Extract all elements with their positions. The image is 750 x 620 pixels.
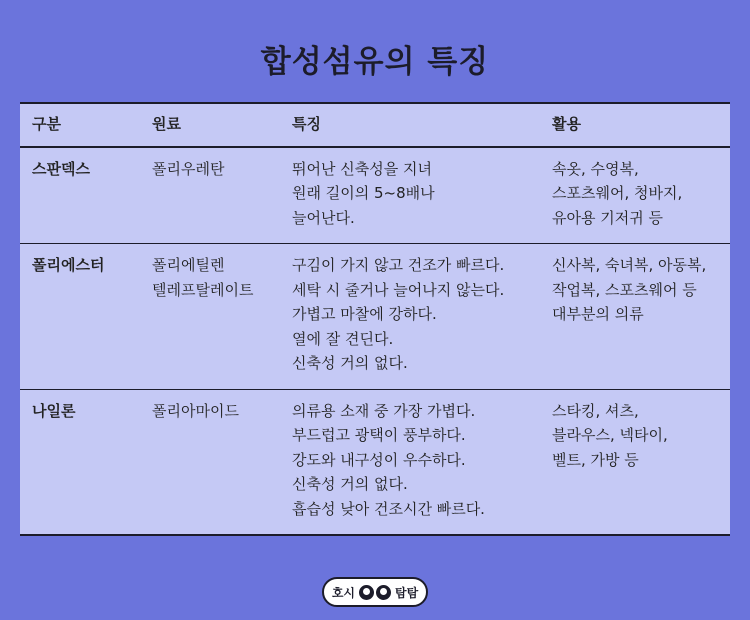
material-line: 폴리우레탄 (152, 159, 225, 178)
fiber-features (292, 147, 552, 244)
use-line: 벨트, 가방 등 (552, 450, 639, 469)
table-row (20, 389, 730, 535)
feature-line: 가볍고 마찰에 강하다. (292, 305, 437, 323)
brand-logo (322, 577, 428, 607)
eye-icon (359, 585, 374, 600)
feature-line: 강도와 내구성이 우수하다. (292, 450, 466, 469)
fiber-uses (552, 147, 730, 244)
material-line: 텔레프탈레이트 (152, 280, 254, 299)
use-line: 대부분의 의류 (552, 305, 644, 323)
header-uses: 활용 (552, 103, 730, 147)
table-header-row (20, 103, 730, 147)
use-line: 속옷, 수영복, (552, 159, 639, 178)
feature-line: 원래 길이의 5~8배나 (292, 184, 435, 202)
fiber-features (292, 244, 552, 390)
fiber-table (20, 102, 730, 536)
feature-line: 흡습성 낮아 건조시간 빠르다. (292, 499, 485, 518)
feature-line: 세탁 시 줄거나 늘어나지 않는다. (292, 280, 505, 299)
logo-text-right: 탐탐 (395, 585, 419, 600)
feature-line: 의류용 소재 중 가장 가볍다. (292, 401, 476, 420)
header-category: 구분 (20, 103, 152, 147)
fiber-name: 폴리에스터 (20, 244, 152, 390)
page-title: 합성섬유의 특징 (260, 44, 490, 80)
use-line: 스포츠웨어, 청바지, (552, 184, 683, 202)
fiber-material (152, 389, 292, 535)
use-line: 신사복, 숙녀복, 아동복, (552, 256, 707, 274)
logo-text-left: 호시 (331, 585, 355, 600)
use-line: 스타킹, 셔츠, (552, 401, 639, 420)
fiber-name: 나일론 (20, 389, 152, 535)
eyes-icon (358, 585, 392, 600)
feature-line: 부드럽고 광택이 풍부하다. (292, 426, 466, 444)
header-features: 특징 (292, 103, 552, 147)
header-material: 원료 (152, 103, 292, 147)
material-line: 폴리아마이드 (152, 401, 239, 420)
fiber-uses (552, 389, 730, 535)
fiber-features (292, 389, 552, 535)
fiber-name: 스판덱스 (20, 147, 152, 244)
feature-line: 구김이 가지 않고 건조가 빠르다. (292, 256, 505, 274)
table-row (20, 244, 730, 390)
fiber-uses (552, 244, 730, 390)
fiber-material (152, 147, 292, 244)
table-row (20, 147, 730, 244)
eye-icon (376, 585, 391, 600)
feature-line: 열에 잘 견딘다. (292, 329, 394, 348)
feature-line: 늘어난다. (292, 208, 355, 227)
use-line: 작업복, 스포츠웨어 등 (552, 280, 697, 299)
feature-line: 신축성 거의 없다. (292, 475, 408, 493)
use-line: 블라우스, 넥타이, (552, 426, 668, 444)
feature-line: 신축성 거의 없다. (292, 354, 408, 372)
use-line: 유아용 기저귀 등 (552, 208, 663, 227)
feature-line: 뛰어난 신축성을 지녀 (292, 159, 432, 178)
fiber-material (152, 244, 292, 390)
material-line: 폴리에틸렌 (152, 256, 225, 274)
